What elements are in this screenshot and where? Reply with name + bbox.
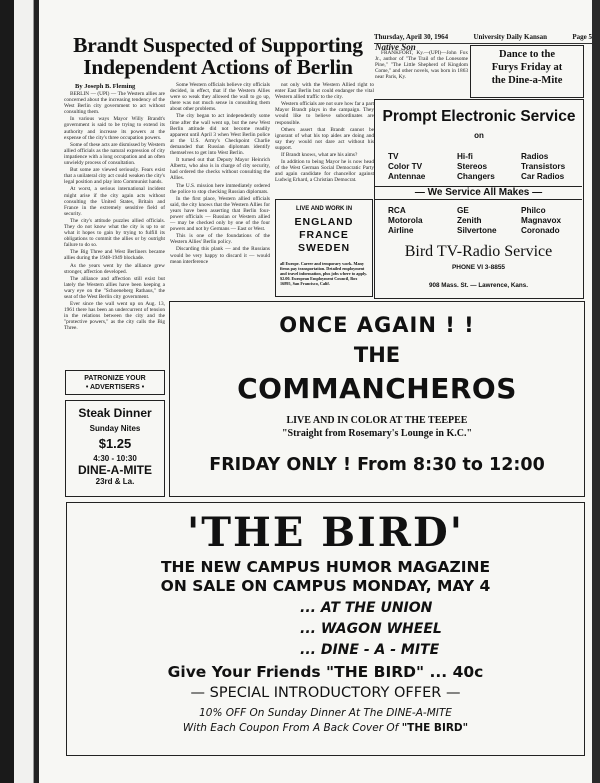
bird-location: ... WAGON WHEEL — [300, 621, 442, 637]
steak-address: 23rd & La. — [95, 477, 135, 486]
country-list — [276, 216, 372, 255]
service-list-1 — [388, 152, 425, 182]
dance-ad — [470, 45, 584, 98]
live-heading: LIVE AND WORK IN — [295, 206, 353, 212]
brand-item: Silvertone — [457, 226, 497, 235]
paragraph: The U.S. mission here immediately ordered the police to stop checking Russian diplomats. — [170, 182, 270, 195]
brand-item: Philco — [521, 206, 546, 215]
steak-dinner-ad — [65, 400, 165, 497]
header-paper: University Daily Kansan — [473, 33, 547, 41]
paragraph: If Brandt knows, what are his aims? — [281, 152, 358, 159]
brand-list-3 — [521, 206, 561, 236]
article-column-2 — [170, 82, 270, 300]
scan-spine-left — [0, 0, 14, 783]
bird-locations — [300, 598, 584, 661]
paragraph: The alliance and affection still exist but lately the Western allies have been keeping a wary eye on the "Schoeneberg Rathaus," the seat of the West Berlin city government. — [64, 275, 165, 300]
paragraph: Western officials are not sure how far a part Mayor Brandt plays in the campaign. They would like to believe subordinates are responsible. — [275, 101, 374, 126]
paragraph: The city's attitude puzzles allied officials. They do not know what the city is up to or what it hopes to gain by trying to fulfill its obligations to commit the allies or by outright failure to do so. — [64, 217, 165, 249]
paragraph: Discarding this plank — and the Russians would be very happy to discard it — would mean interference — [170, 246, 270, 265]
paragraph: The Big Three and West Berliners became allies during the 1948-1949 blockade. — [64, 249, 165, 262]
paragraph: BERLIN — (UPI) — The Western allies are concerned about the increasing tendency of the West Berlin city government to act without consulting them. — [64, 91, 165, 116]
page-header — [374, 33, 592, 44]
service-item: Hi-fi — [457, 152, 473, 161]
prompt-title: Prompt Electronic Service — [382, 108, 576, 125]
brand-item: Coronado — [521, 226, 560, 235]
brand-item: Airline — [388, 226, 414, 235]
bird-title: 'THE BIRD' — [187, 509, 464, 556]
bird-subtitle: THE NEW CAMPUS HUMOR MAGAZINE — [160, 558, 491, 576]
dance-line: Dance to the — [499, 49, 555, 60]
patronize-line: • ADVERTISERS • — [85, 384, 145, 391]
article-column-3 — [275, 82, 374, 198]
paragraph: In the first place, Western allied officials said, the city knows that the Western Allies for years have been asserting that Berlin four-power officials — Russian or Western allied — may be checked only by one of the four powers and not by Germans — East or West. — [170, 195, 270, 233]
newspaper-page — [39, 0, 600, 783]
service-list-2 — [457, 152, 495, 182]
commancheros-title: COMMANCHEROS — [237, 372, 517, 405]
paragraph: Ever since the wall went up on Aug. 13, 1961 there has been an undercurrent of tension in the relations between the city and the "protective powers," as the city calls the Big Three. — [64, 301, 165, 332]
patronize-ad — [65, 370, 165, 395]
native-son-text: FRANKFORT, Ky.—(UPI)—John Fox Jr., author of "The Trail of the Lonesome Pine," "The Little Shepherd of Kingdom Come," and other novels, was born in 1863 near Paris, Ky. — [375, 50, 468, 81]
steak-title: Steak Dinner — [78, 406, 152, 420]
native-son-title: Native Son — [375, 44, 416, 52]
paragraph: In various ways Mayor Willy Brandt's government is said to be trying to extend its authority and increase its powers at the expense of the city's three occupation powers. — [64, 116, 165, 141]
paragraph: But some are viewed seriously. Fears exist that a unilateral city act could weaken the city's legal position and play into Communist hands. — [64, 167, 165, 186]
country: ENGLAND — [294, 216, 354, 228]
steak-time: 4:30 - 10:30 — [93, 454, 137, 463]
once-again: ONCE AGAIN ! ! — [279, 313, 475, 337]
paragraph: At worst, a serious international incident might arise if the city again acts without consulting the United States, Britain and France in the extremely sensitive field of security. — [64, 186, 165, 217]
paragraph: It turned out that Deputy Mayor Heinrich Albertz, who also is in charge of city security, had ordered the checks without consulting the Allies. — [170, 157, 270, 182]
paragraph: Some of these acts are dismissed by Western allied officials as the natural expression of city impatience with a long occupation and an often unwieldy process of consultation. — [64, 141, 165, 167]
service-item: Transistors — [521, 162, 566, 171]
service-item: Car Radios — [521, 172, 565, 181]
brand-list-1 — [388, 206, 423, 236]
article-headline: Brandt Suspected of Supporting Independent Actions of Berlin — [73, 33, 363, 79]
country: SWEDEN — [297, 242, 351, 254]
bird-tv-phone: PHONE VI 3-8855 — [451, 264, 506, 271]
service-item: Color TV — [388, 162, 423, 171]
all-makes-banner: — We Service All Makes — — [375, 186, 582, 200]
patronize-line: PATRONIZE YOUR — [84, 375, 146, 382]
paragraph: As the years went by the alliance grew stronger, affection developed. — [64, 262, 165, 275]
paragraph: not only with the Western Allied right to enter East Berlin but could endanger the vital Western allied traffic to the city. — [275, 82, 374, 101]
scan-edge-right — [592, 0, 600, 783]
service-item: Stereos — [457, 162, 488, 171]
header-date: Thursday, April 30, 1964 — [374, 33, 449, 41]
bird-sale-date: ON SALE ON CAMPUS MONDAY, MAY 4 — [160, 577, 491, 595]
paragraph: Some Western officials believe city officials decided, in effect, that if the Western Allies were so weak they allowed the wall to go up, there was not much sense in consulting them about other problems. — [170, 82, 270, 113]
steak-sub: Sunday Nites — [89, 424, 141, 433]
brand-item: RCA — [388, 206, 406, 215]
bird-coupon-line — [67, 722, 584, 734]
prompt-electronic-ad — [374, 99, 584, 299]
the-bird-ad — [66, 502, 585, 756]
article-byline: By Joseph B. Fleming — [75, 83, 136, 90]
live-and-work-ad — [275, 199, 373, 297]
header-page: Page 5 — [572, 33, 592, 41]
bird-tv-address: 908 Mass. St. — Lawrence, Kans. — [428, 282, 529, 289]
paragraph: The city began to act independently some time after the wall went up, but the new West Berlin attitude did not become readily apparent until April 3 when West Berlin police at the U.S. Army's Checkpoint Charlie demanded that Russian diplomats identify themselves to get into West Berlin. — [170, 113, 270, 157]
the-label: THE — [353, 343, 401, 367]
bird-give-line: Give Your Friends "THE BIRD" ... 40c — [167, 663, 484, 681]
paragraph: In addition to being Mayor he is now head of the West German Social Democratic Party and again candidate for chancellor against Ludwig Erhard, a Christian Democrat. — [275, 159, 374, 184]
brand-item: Magnavox — [521, 216, 562, 225]
bird-coupon-bold: "THE BIRD" — [401, 722, 469, 734]
brand-item: Zenith — [457, 216, 482, 225]
bird-coupon-text: With Each Coupon From A Back Cover Of — [182, 722, 399, 734]
commancheros-ad — [169, 301, 585, 497]
country: FRANCE — [299, 229, 349, 241]
service-list-3 — [521, 152, 565, 182]
friday-only-line: FRIDAY ONLY ! From 8:30 to 12:00 — [209, 455, 545, 475]
bird-location: ... DINE - A - MITE — [300, 642, 440, 658]
bird-location: ... AT THE UNION — [300, 600, 433, 616]
service-item: TV — [388, 152, 399, 161]
previous-page-edge — [14, 0, 34, 783]
dance-line: Furys Friday at — [491, 62, 563, 73]
live-color-line: LIVE AND IN COLOR AT THE TEEPEE — [286, 415, 468, 426]
article-column-1 — [64, 91, 165, 368]
steak-name: DINE-A-MITE — [78, 463, 152, 477]
brand-item: Motorola — [388, 216, 423, 225]
straight-from-line: "Straight from Rosemary's Lounge in K.C." — [281, 428, 473, 439]
prompt-on: on — [474, 131, 484, 140]
brand-item: GE — [457, 206, 469, 215]
brand-list-2 — [457, 206, 497, 236]
native-son-item — [375, 44, 468, 98]
service-item: Antennae — [388, 172, 426, 181]
bird-tv-name: Bird TV-Radio Service — [404, 243, 553, 260]
service-item: Changers — [457, 172, 495, 181]
paragraph: Others assert that Brandt cannot be ignorant of what his top aides are doing and say they would not dare act without his support. — [275, 126, 374, 151]
steak-price: $1.25 — [98, 436, 132, 451]
paragraph: This is one of the foundations of the Western Allies' Berlin policy. — [170, 233, 270, 246]
bird-discount-line: 10% OFF On Sunday Dinner At The DINE-A-MITE — [199, 707, 452, 719]
dance-line: the Dine-a-Mite — [491, 75, 563, 86]
bird-offer-line: — SPECIAL INTRODUCTORY OFFER — — [190, 685, 461, 701]
service-item: Radios — [521, 152, 549, 161]
live-fine-print: all Europe. Career and temporary work. Many firms pay transportation. Detailed employment and travel information, plus jobs where to apply. $2.00. European Employment Council, Box 16895, San Francisco, Calif. — [280, 261, 368, 286]
